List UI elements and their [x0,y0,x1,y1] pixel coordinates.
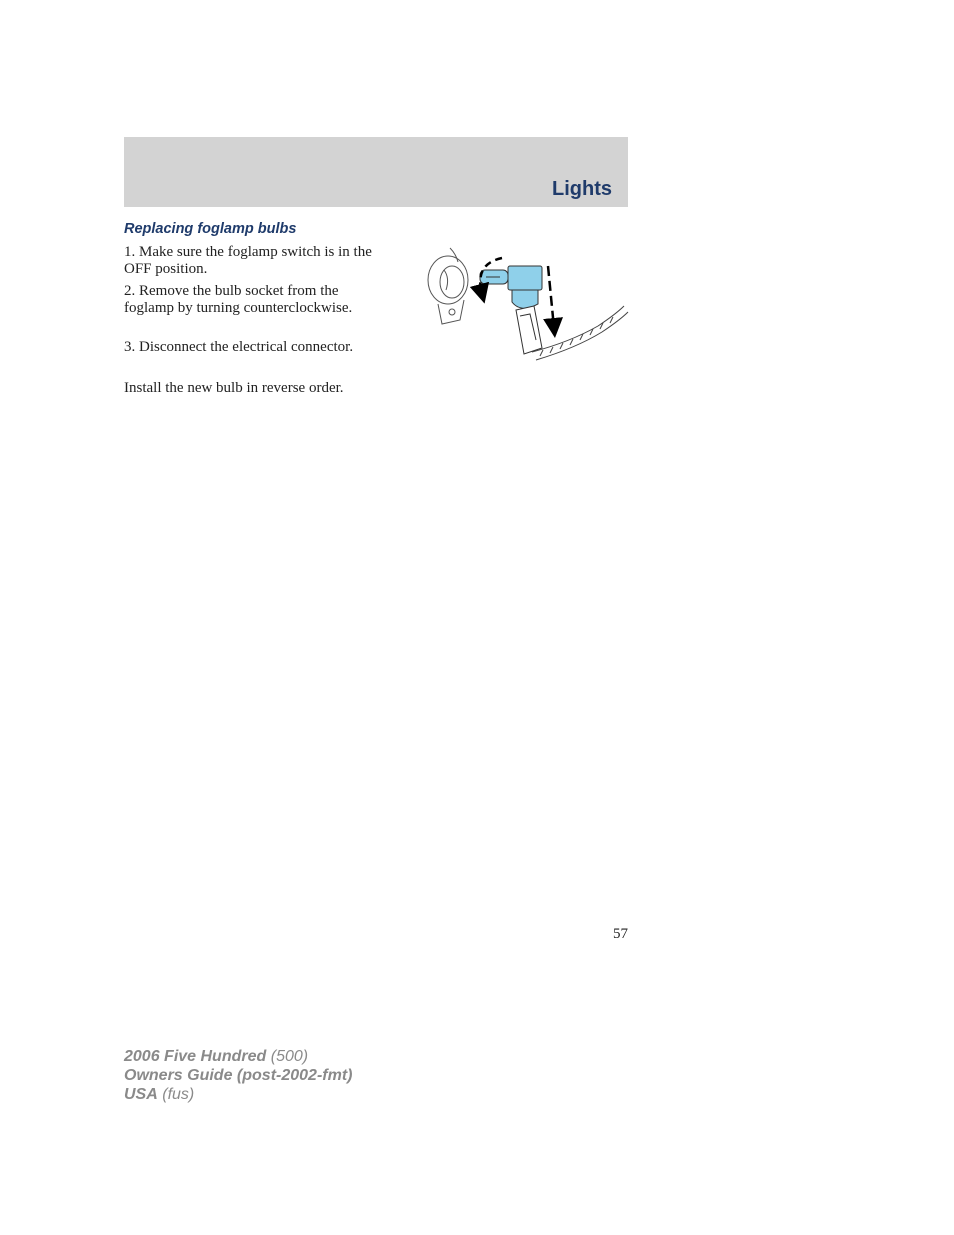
footer-model: 2006 Five Hundred [124,1048,267,1065]
bulb-socket [480,266,542,308]
step-1-text: 1. Make sure the foglamp switch is in the OFF position. [124,244,372,277]
step-2-text: 2. Remove the bulb socket from the foglamp by turning counterclockwise. [124,283,353,316]
footer-market-code: (fus) [162,1086,195,1103]
section-title: Lights [552,178,612,200]
footer-market: USA [124,1086,158,1103]
footer-guide: Owners Guide (post-2002-fmt) [124,1067,353,1084]
page-number: 57 [613,926,628,942]
foglamp-bulb-removal-illustration [420,240,632,370]
section-header-bar [124,137,628,207]
foglamp-housing [428,248,468,324]
electrical-connector [516,306,542,354]
downward-arrow [548,266,554,328]
subsection-heading: Replacing foglamp bulbs [124,221,297,237]
document-footer [124,1047,352,1104]
closing-text: Install the new bulb in reverse order. [124,380,344,396]
step-3-text: 3. Disconnect the electrical connector. [124,339,354,355]
wiring-harness [532,306,628,360]
footer-model-code: (500) [270,1048,309,1065]
